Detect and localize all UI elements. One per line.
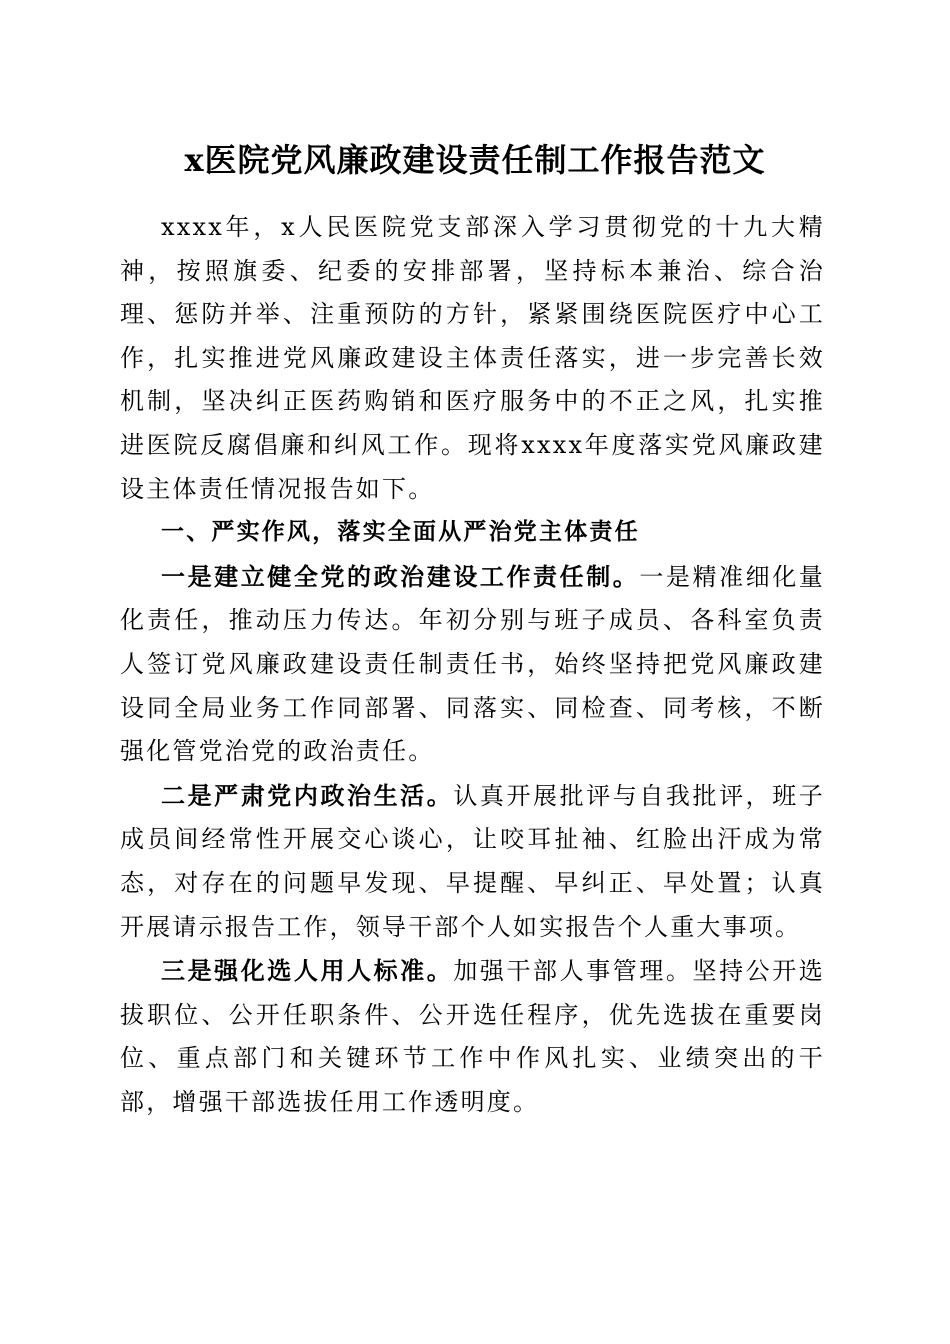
paragraph-party-building [120, 555, 825, 774]
document-body [120, 206, 825, 1124]
paragraph-lead: 二是严肃党内政治生活。 [161, 780, 454, 810]
paragraph-political-life [120, 774, 825, 949]
paragraph-personnel-standards [120, 949, 825, 1124]
intro-paragraph: xxxx年，x人民医院党支部深入学习贯彻党的十九大精神，按照旗委、纪委的安排部署，坚持标本兼治、综合治理、惩防并举、注重预防的方针，紧紧围绕医院医疗中心工作，扎实推进党风廉政建设主体责任落实，进一步完善长效机制，坚决纠正医药购销和医疗服务中的不正之风，扎实推进医院反腐倡廉和纠风工作。现将xxxx年度落实党风廉政建设主体责任情况报告如下。 [120, 213, 825, 503]
document-title: x医院党风廉政建设责任制工作报告范文 [184, 141, 766, 179]
paragraph-text: 加强干部人事管理。坚持公开选拔职位、公开任职条件、公开选任程序，优先选拔在重要岗位、重点部门和关键环节工作中作风扎实、业绩突出的干部，增强干部选拔任用工作透明度。 [120, 957, 825, 1116]
paragraph-lead: 一是建立健全党的政治建设工作责任制。 [161, 561, 640, 591]
paragraph-lead: 三是强化选人用人标准。 [161, 956, 454, 986]
section-heading: 一、严实作风，落实全面从严治党主体责任 [161, 519, 640, 546]
paragraph-text: 一是精准细化量化责任，推动压力传达。年初分别与班子成员、各科室负责人签订党风廉政建设责任制责任书，始终坚持把党风廉政建设同全局业务工作同部署、同落实、同检查、同考核，不断强化管党治党的政治责任。 [120, 562, 825, 766]
paragraph-text: 认真开展批评与自我批评，班子成员间经常性开展交心谈心，让咬耳扯袖、红脸出汗成为常态，对存在的问题早发现、早提醒、早纠正、早处置；认真开展请示报告工作，领导干部个人如实报告个人重大事项。 [120, 781, 825, 941]
